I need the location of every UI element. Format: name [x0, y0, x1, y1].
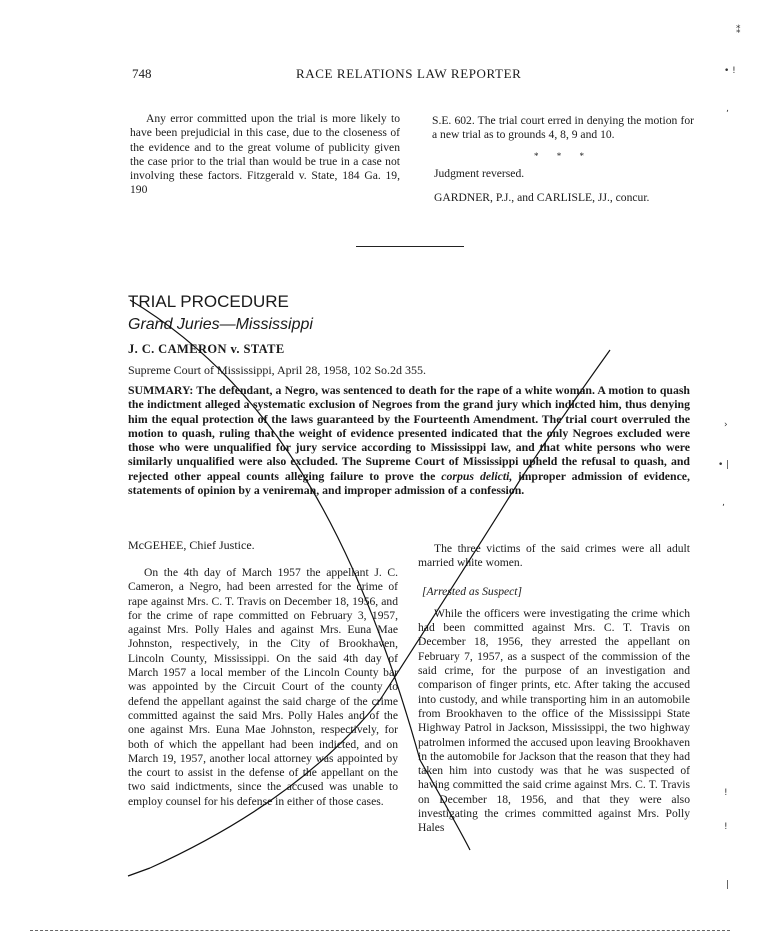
margin-mark: |: [726, 880, 730, 890]
opinion-author: McGEHEE, Chief Justice.: [128, 538, 255, 552]
concurrence-line: GARDNER, P.J., and CARLISLE, JJ., concur.: [434, 191, 650, 205]
running-head: RACE RELATIONS LAW REPORTER: [296, 66, 522, 81]
margin-mark: ‚: [726, 104, 729, 114]
stroke-tail: [128, 868, 150, 876]
judgment-line: Judgment reversed.: [434, 166, 525, 180]
top-left-paragraph: Any error committed upon the trial is more likely to have been prejudicial in this case, due to the closeness of the evidence and to the great volume of publicity given the case prior to the trial than would be true in a case not involving these factors. Fitzgerald v. State, 184 Ga. 19, 190: [130, 112, 400, 197]
summary-label: SUMMARY:: [128, 383, 194, 397]
diagonal-stroke-left: [130, 300, 470, 850]
summary-text-1: The defendant, a Negro, was sentenced to death for the rape of a white woman. A motion to quash the indictment alleged a systematic exclusion of Negroes from the grand jury which indicted him, thus denying him the equal protection of the laws guaranteed by the Fourteenth Amendment. The trial court overruled the motion to quash, ruling that the weight of evidence presented indicated that the only Negroes excluded were those who were unqualified for jury service according to Mississippi law, and that white persons who were similarly unqualified were also excluded. The Supreme Court of Mississippi upheld the refusal to quash, and rejected other appeal counts alleging failure to prove the: [128, 383, 690, 483]
topic-heading: TRIAL PROCEDURE: [128, 292, 289, 311]
margin-mark: !: [724, 822, 728, 832]
summary-italic: corpus delicti,: [441, 468, 513, 483]
case-name: J. C. CAMERON v. STATE: [128, 342, 285, 356]
opinion-paragraph-3: While the officers were investigating the crime which had been committed against Mrs. C. T. Travis on December 18, 1956, they arrested the appellant on February 7, 1957, as a suspect of the commission of the said crime, for the purpose of an investigation and comparison of finger prints, etc. After taking the accused into custody, and while transporting him in an automobile from Brookhaven to the office of the Mississippi State Highway Patrol in Jackson, Mississippi, the two highway patrolmen informed the accused upon leaving Brookhaven in the automobile for Jackson that the reason that they had taken him into custody was that he was suspected of having committed the said crime against Mrs. C. T. Travis on December 18, 1956, and that they were also investigating the crimes committed against Mrs. Polly Hales: [418, 606, 690, 835]
margin-mark: ›: [724, 420, 728, 430]
opinion-paragraph-2: The three victims of the said crimes were all adult married white women.: [418, 542, 690, 570]
margin-mark: • !: [724, 66, 736, 76]
diagonal-stroke-right: [150, 350, 610, 868]
scan-edge-line: [30, 930, 730, 931]
margin-mark: • |: [718, 460, 730, 470]
page-number: 748: [132, 66, 152, 81]
margin-mark: !: [724, 788, 728, 798]
opinion-paragraph-1: On the 4th day of March 1957 the appellant J. C. Cameron, a Negro, had been arrested for the crime of rape against Mrs. C. T. Travis on December 18, 1956, and for the crime of rape committed on February 3, 1957, against Mrs. Polly Hales and against Mrs. Euna Mae Johnston, respectively, in the City of Brookhaven, Lincoln County, Mississippi. On the said 4th day of March 1957 a local member of the Lincoln County bar was appointed by the Circuit Court of the county to defend the appellant against the said charge of the crime committed against the said Mrs. Polly Hales and of the one against Mrs. Euna Mae Johnston, respectively, for both of which the appellant had been indicted, and on March 19, 1957, another local attorney was appointed by the court to assist in the defense of the appellant on the two said indictments, since the accused was unable to employ counsel for his defense in either of those cases.: [128, 566, 398, 808]
section-break-stars: * * *: [534, 150, 592, 161]
case-citation: Supreme Court of Mississippi, April 28, 1958, 102 So.2d 355.: [128, 363, 427, 377]
subtopic-heading: Grand Juries—Mississippi: [128, 316, 313, 333]
margin-mark: ‚: [722, 498, 725, 508]
summary-text-2: improper admission of evidence, statements of opinion by a venireman, and improper admission of a confession.: [128, 468, 690, 498]
margin-mark: ⁑: [736, 26, 741, 36]
top-right-paragraph: S.E. 602. The trial court erred in denying the motion for a new trial as to grounds 4, 8, 9 and 10.: [432, 114, 694, 142]
subsection-heading: [Arrested as Suspect]: [422, 584, 523, 598]
